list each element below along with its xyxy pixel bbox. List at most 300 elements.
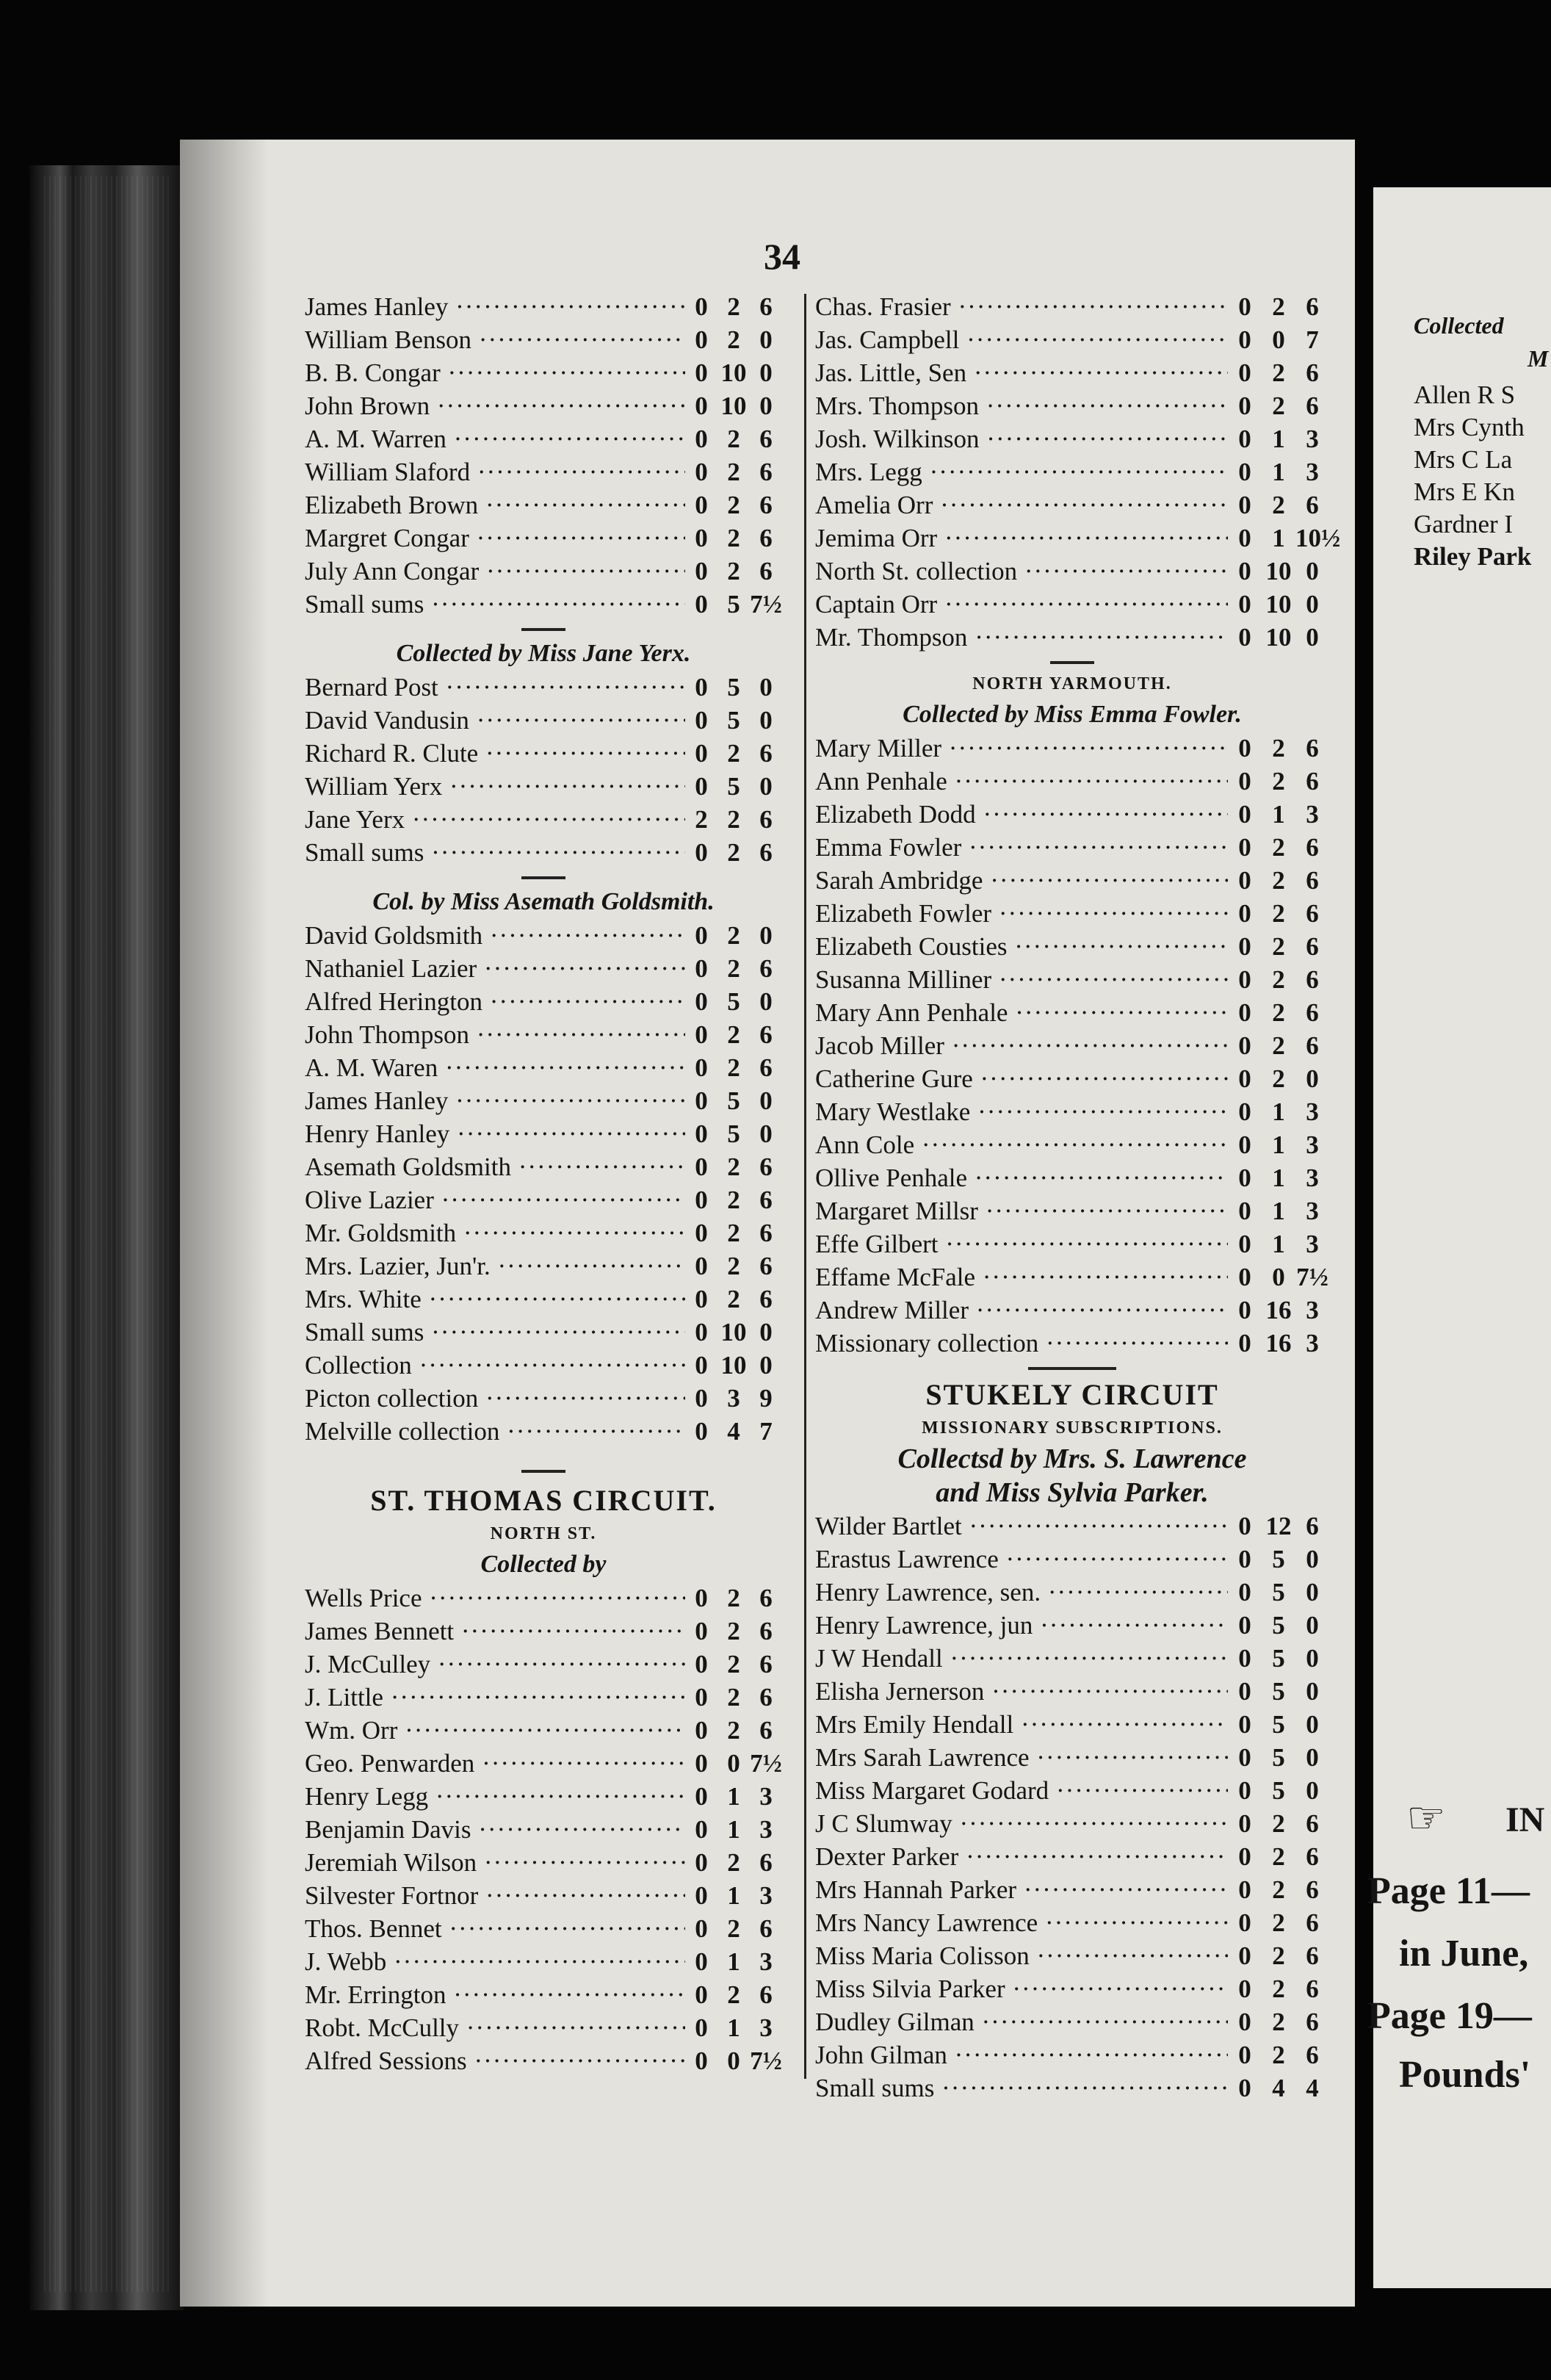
contributor-name: Mrs Emily Hendall ····· bbox=[815, 1708, 1228, 1741]
contributor-name: Erastus Lawrence ····· bbox=[815, 1543, 1228, 1576]
shillings-amount: 2 bbox=[727, 1153, 740, 1181]
contributor-name: Wilder Bartlet ····· bbox=[815, 1510, 1228, 1543]
pounds-amount: 0 bbox=[1238, 1512, 1251, 1540]
contributor-name: Elisha Jernerson ····· bbox=[815, 1675, 1228, 1708]
ledger-row bbox=[305, 1415, 782, 1448]
pounds-amount: 0 bbox=[1238, 932, 1251, 961]
shillings-amount: 2 bbox=[1272, 1908, 1285, 1937]
lawrence-heading-1: Collectsd by Mrs. S. Lawrence bbox=[897, 1443, 1247, 1474]
pence-amount: 6 bbox=[1306, 2041, 1319, 2069]
pence-amount: 0 bbox=[759, 706, 773, 735]
pence-amount: 6 bbox=[1306, 392, 1319, 420]
contributor-name: Mr. Goldsmith ····· bbox=[305, 1216, 685, 1250]
pounds-amount: 0 bbox=[1238, 1545, 1251, 1573]
ledger-row bbox=[815, 1840, 1329, 1873]
pence-amount: 4 bbox=[1306, 2074, 1319, 2102]
contributor-name: Mr. Thompson ····· bbox=[815, 621, 1228, 654]
contributor-name: Susanna Milliner ····· bbox=[815, 963, 1228, 996]
pounds-amount: 0 bbox=[695, 491, 708, 519]
contributor-name: Catherine Gure ····· bbox=[815, 1062, 1228, 1095]
pence-amount: 6 bbox=[1306, 2008, 1319, 2036]
pounds-amount: 0 bbox=[1238, 899, 1251, 928]
shillings-amount: 2 bbox=[727, 1617, 740, 1645]
pence-amount: 3 bbox=[1306, 800, 1319, 829]
shillings-amount: 10 bbox=[1265, 623, 1292, 652]
ledger-row bbox=[305, 1250, 782, 1283]
pounds-amount: 0 bbox=[1238, 767, 1251, 796]
pence-amount: 0 bbox=[1306, 557, 1319, 585]
pence-amount: 6 bbox=[1306, 866, 1319, 895]
contributor-name: Effe Gilbert ····· bbox=[815, 1227, 1228, 1261]
pence-amount: 0 bbox=[759, 921, 773, 950]
ledger-row bbox=[305, 671, 782, 704]
shillings-amount: 2 bbox=[1272, 1031, 1285, 1060]
ledger-row bbox=[815, 488, 1329, 522]
page-gutter-shadow bbox=[180, 140, 268, 2307]
shillings-amount: 4 bbox=[727, 1417, 740, 1446]
pence-amount: 6 bbox=[759, 292, 773, 321]
contributor-name: Mr. Errington ····· bbox=[305, 1978, 685, 2011]
pounds-amount: 0 bbox=[695, 954, 708, 983]
pounds-amount: 0 bbox=[1238, 1578, 1251, 1606]
pence-amount: 6 bbox=[759, 1617, 773, 1645]
pence-amount: 3 bbox=[759, 1782, 773, 1811]
contributor-name: William Slaford ····· bbox=[305, 455, 685, 488]
pounds-amount: 0 bbox=[1238, 1875, 1251, 1904]
shillings-amount: 2 bbox=[1272, 998, 1285, 1027]
shillings-amount: 12 bbox=[1265, 1512, 1292, 1540]
pence-amount: 6 bbox=[759, 1053, 773, 1082]
ledger-row bbox=[305, 770, 782, 803]
ledger-row bbox=[305, 422, 782, 455]
pence-amount: 6 bbox=[1306, 1031, 1319, 1060]
pence-amount: 0 bbox=[1306, 1064, 1319, 1093]
contributor-name: John Brown ····· bbox=[305, 389, 685, 422]
shillings-amount: 2 bbox=[727, 1716, 740, 1745]
contributor-name: Wm. Orr ····· bbox=[305, 1714, 685, 1747]
pence-amount: 6 bbox=[1306, 1842, 1319, 1871]
pounds-amount: 0 bbox=[695, 1716, 708, 1745]
contributor-name: Small sums ····· bbox=[305, 588, 685, 621]
shillings-amount: 5 bbox=[727, 590, 740, 619]
ledger-row bbox=[305, 1615, 782, 1648]
contributor-name: Mary Westlake ····· bbox=[815, 1095, 1228, 1128]
shillings-amount: 5 bbox=[727, 673, 740, 702]
pence-amount: 0 bbox=[1306, 1677, 1319, 1706]
pounds-amount: 0 bbox=[1238, 1263, 1251, 1291]
shillings-amount: 2 bbox=[727, 1053, 740, 1082]
pence-amount: 3 bbox=[1306, 1296, 1319, 1324]
contributor-name: Alfred Sessions ····· bbox=[305, 2044, 685, 2077]
contributor-name: Emma Fowler ····· bbox=[815, 831, 1228, 864]
shillings-amount: 10 bbox=[1265, 557, 1292, 585]
shillings-amount: 2 bbox=[727, 954, 740, 983]
pence-amount: 7½ bbox=[750, 1749, 782, 1778]
north-st-label: NORTH ST. bbox=[490, 1524, 597, 1543]
fowler-heading: Collected by Miss Emma Fowler. bbox=[903, 701, 1242, 728]
shillings-amount: 2 bbox=[1272, 1064, 1285, 1093]
ledger-row bbox=[815, 522, 1341, 555]
pence-amount: 3 bbox=[759, 2013, 773, 2042]
shillings-amount: 2 bbox=[1272, 965, 1285, 994]
pence-amount: 6 bbox=[759, 524, 773, 552]
pence-amount: 6 bbox=[1306, 1512, 1319, 1540]
pence-amount: 6 bbox=[1306, 932, 1319, 961]
shillings-amount: 2 bbox=[1272, 1842, 1285, 1871]
ledger-row bbox=[815, 1807, 1329, 1840]
contributor-name: B. B. Congar ····· bbox=[305, 356, 685, 389]
ledger-row bbox=[305, 2044, 782, 2077]
shillings-amount: 5 bbox=[727, 706, 740, 735]
shillings-amount: 2 bbox=[1272, 1975, 1285, 2003]
contributor-name: Silvester Fortnor ····· bbox=[305, 1879, 685, 1912]
shillings-amount: 2 bbox=[1272, 392, 1285, 420]
ledger-row bbox=[815, 732, 1329, 765]
pence-amount: 6 bbox=[1306, 965, 1319, 994]
contributor-name: Small sums ····· bbox=[305, 836, 685, 869]
pence-amount: 6 bbox=[759, 1650, 773, 1678]
pence-amount: 3 bbox=[1306, 1329, 1319, 1357]
pounds-amount: 0 bbox=[695, 1848, 708, 1877]
ledger-row bbox=[815, 1972, 1329, 2005]
pounds-amount: 0 bbox=[1238, 866, 1251, 895]
pence-amount: 0 bbox=[1306, 1710, 1319, 1739]
ledger-row bbox=[815, 1227, 1329, 1261]
ledger-row bbox=[305, 1316, 782, 1349]
contributor-name: Henry Legg ····· bbox=[305, 1780, 685, 1813]
pence-amount: 0 bbox=[1306, 590, 1319, 619]
contributor-name: Miss Silvia Parker ····· bbox=[815, 1972, 1228, 2005]
ledger-row bbox=[815, 588, 1329, 621]
contributor-name: Dexter Parker ····· bbox=[815, 1840, 1228, 1873]
pounds-amount: 0 bbox=[1238, 1941, 1251, 1970]
shillings-amount: 2 bbox=[727, 739, 740, 768]
contributor-name: James Hanley ····· bbox=[305, 1084, 685, 1117]
ledger-row bbox=[305, 1084, 782, 1117]
ledger-row bbox=[305, 1714, 782, 1747]
contributor-name: Miss Margaret Godard ····· bbox=[815, 1774, 1228, 1807]
pence-amount: 0 bbox=[1306, 1578, 1319, 1606]
pence-amount: 6 bbox=[759, 805, 773, 834]
ledger-row bbox=[815, 2005, 1329, 2038]
shillings-amount: 5 bbox=[727, 772, 740, 801]
contributor-name: Benjamin Davis ····· bbox=[305, 1813, 685, 1846]
ledger-row bbox=[305, 323, 782, 356]
ledger-row bbox=[305, 952, 782, 985]
column-divider bbox=[804, 294, 806, 2079]
shillings-amount: 2 bbox=[1272, 932, 1285, 961]
ledger-row bbox=[815, 1029, 1329, 1062]
contributor-name: John Gilman ····· bbox=[815, 2038, 1228, 2071]
ledger-row bbox=[815, 356, 1329, 389]
pounds-amount: 0 bbox=[695, 1815, 708, 1844]
ledger-row bbox=[815, 1128, 1329, 1161]
fowler-list bbox=[815, 732, 1329, 1360]
contributor-name: James Bennett ····· bbox=[305, 1615, 685, 1648]
pounds-amount: 0 bbox=[1238, 1743, 1251, 1772]
contributor-name: Ann Penhale ····· bbox=[815, 765, 1228, 798]
shillings-amount: 1 bbox=[1272, 1097, 1285, 1126]
pounds-amount: 0 bbox=[695, 1086, 708, 1115]
shillings-amount: 5 bbox=[727, 1086, 740, 1115]
shillings-amount: 1 bbox=[1272, 425, 1285, 453]
contributor-name: David Goldsmith ····· bbox=[305, 919, 685, 952]
ledger-row bbox=[815, 1642, 1329, 1675]
pence-amount: 9 bbox=[759, 1384, 773, 1413]
ledger-row bbox=[305, 803, 782, 836]
pounds-amount: 0 bbox=[695, 590, 708, 619]
ledger-row bbox=[815, 1774, 1329, 1807]
shillings-amount: 2 bbox=[727, 1914, 740, 1943]
facing-page-line: Mrs C La bbox=[1414, 445, 1513, 474]
ledger-row bbox=[815, 1261, 1329, 1294]
shillings-amount: 2 bbox=[727, 1020, 740, 1049]
pence-amount: 7½ bbox=[750, 590, 782, 619]
ledger-row bbox=[305, 1747, 782, 1780]
shillings-amount: 5 bbox=[1272, 1611, 1285, 1640]
shillings-amount: 1 bbox=[1272, 1197, 1285, 1225]
shillings-amount: 2 bbox=[727, 491, 740, 519]
pounds-amount: 0 bbox=[1238, 1197, 1251, 1225]
pounds-amount: 0 bbox=[1238, 1296, 1251, 1324]
contributor-name: Nathaniel Lazier ····· bbox=[305, 952, 685, 985]
ledger-row bbox=[305, 1978, 782, 2011]
pounds-amount: 0 bbox=[695, 1417, 708, 1446]
contributor-name: Jas. Little, Sen ····· bbox=[815, 356, 1228, 389]
shillings-amount: 2 bbox=[727, 557, 740, 585]
pounds-amount: 0 bbox=[1238, 325, 1251, 354]
contributor-name: Asemath Goldsmith ····· bbox=[305, 1150, 685, 1183]
ledger-row bbox=[305, 919, 782, 952]
pence-amount: 6 bbox=[759, 1716, 773, 1745]
ledger-row bbox=[305, 1681, 782, 1714]
ledger-row bbox=[305, 704, 782, 737]
shillings-amount: 5 bbox=[1272, 1578, 1285, 1606]
contributor-name: William Benson ····· bbox=[305, 323, 685, 356]
pounds-amount: 0 bbox=[695, 557, 708, 585]
pounds-amount: 0 bbox=[1238, 392, 1251, 420]
pounds-amount: 0 bbox=[1238, 998, 1251, 1027]
pence-amount: 0 bbox=[759, 1086, 773, 1115]
shillings-amount: 0 bbox=[727, 2047, 740, 2075]
shillings-amount: 2 bbox=[727, 1584, 740, 1612]
pounds-amount: 0 bbox=[695, 2047, 708, 2075]
pence-amount: 7½ bbox=[750, 2047, 782, 2075]
pence-amount: 3 bbox=[1306, 1130, 1319, 1159]
shillings-amount: 10 bbox=[720, 1351, 747, 1380]
section-rule bbox=[1050, 661, 1094, 664]
pence-amount: 6 bbox=[1306, 1809, 1319, 1838]
contributor-name: J. Webb ····· bbox=[305, 1945, 685, 1978]
shillings-amount: 1 bbox=[727, 1815, 740, 1844]
ledger-row bbox=[815, 1194, 1329, 1227]
shillings-amount: 1 bbox=[1272, 458, 1285, 486]
pence-amount: 6 bbox=[759, 1980, 773, 2009]
contributor-name: Elizabeth Fowler ····· bbox=[815, 897, 1228, 930]
pounds-amount: 0 bbox=[1238, 1097, 1251, 1126]
contributor-name: Wells Price ····· bbox=[305, 1582, 685, 1615]
pence-amount: 0 bbox=[1306, 1644, 1319, 1673]
section-rule bbox=[521, 628, 565, 631]
hanley-list bbox=[305, 290, 782, 621]
pounds-amount: 0 bbox=[1238, 1230, 1251, 1258]
pence-amount: 0 bbox=[759, 1351, 773, 1380]
contributor-name: Josh. Wilkinson ····· bbox=[815, 422, 1228, 455]
pounds-amount: 0 bbox=[695, 921, 708, 950]
ledger-row bbox=[815, 1510, 1329, 1543]
pence-amount: 6 bbox=[759, 1848, 773, 1877]
shillings-amount: 5 bbox=[1272, 1710, 1285, 1739]
shillings-amount: 0 bbox=[1272, 1263, 1285, 1291]
pence-amount: 6 bbox=[1306, 734, 1319, 762]
shillings-amount: 2 bbox=[727, 1252, 740, 1280]
contributor-name: July Ann Congar ····· bbox=[305, 555, 685, 588]
shillings-amount: 1 bbox=[1272, 1230, 1285, 1258]
north-yarmouth-label: NORTH YARMOUTH. bbox=[972, 674, 1172, 693]
ledger-row bbox=[815, 1741, 1329, 1774]
pence-amount: 6 bbox=[1306, 833, 1319, 862]
shillings-amount: 2 bbox=[1272, 491, 1285, 519]
pounds-amount: 0 bbox=[695, 1980, 708, 2009]
pence-amount: 6 bbox=[759, 954, 773, 983]
pence-amount: 0 bbox=[1306, 1545, 1319, 1573]
shillings-amount: 2 bbox=[1272, 767, 1285, 796]
contributor-name: Mrs. Legg ····· bbox=[815, 455, 1228, 488]
pence-amount: 10½ bbox=[1295, 524, 1341, 552]
contributor-name: Melville collection ····· bbox=[305, 1415, 685, 1448]
pounds-amount: 0 bbox=[1238, 1809, 1251, 1838]
shillings-amount: 2 bbox=[727, 805, 740, 834]
ledger-row bbox=[305, 1117, 782, 1150]
facing-page-line: Riley Park bbox=[1414, 542, 1532, 571]
pounds-amount: 0 bbox=[695, 1617, 708, 1645]
shillings-amount: 2 bbox=[727, 425, 740, 453]
pounds-amount: 0 bbox=[695, 706, 708, 735]
contributor-name: North St. collection ····· bbox=[815, 555, 1228, 588]
right-column bbox=[815, 290, 1341, 2105]
ledger-row bbox=[305, 488, 782, 522]
contributor-name: Jeremiah Wilson ····· bbox=[305, 1846, 685, 1879]
pence-amount: 6 bbox=[759, 1252, 773, 1280]
ledger-row bbox=[815, 2071, 1329, 2105]
pounds-amount: 0 bbox=[695, 1186, 708, 1214]
pounds-amount: 0 bbox=[1238, 2074, 1251, 2102]
facing-page-line: Mrs Cynth bbox=[1414, 413, 1525, 441]
contributor-name: David Vandusin ····· bbox=[305, 704, 685, 737]
shillings-amount: 2 bbox=[1272, 2041, 1285, 2069]
contributor-name: Margaret Millsr ····· bbox=[815, 1194, 1228, 1227]
pence-amount: 6 bbox=[1306, 1875, 1319, 1904]
pounds-amount: 0 bbox=[1238, 965, 1251, 994]
pounds-amount: 0 bbox=[695, 1749, 708, 1778]
contributor-name: Captain Orr ····· bbox=[815, 588, 1228, 621]
ledger-row bbox=[305, 737, 782, 770]
shillings-amount: 16 bbox=[1265, 1296, 1292, 1324]
shillings-amount: 5 bbox=[727, 987, 740, 1016]
contributor-name: Thos. Bennet ····· bbox=[305, 1912, 685, 1945]
ledger-row bbox=[815, 1708, 1329, 1741]
contributor-name: Small sums ····· bbox=[815, 2071, 1228, 2105]
pounds-amount: 0 bbox=[1238, 1130, 1251, 1159]
ledger-row bbox=[305, 1648, 782, 1681]
yerx-heading: Collected by Miss Jane Yerx. bbox=[396, 640, 691, 667]
ledger-row bbox=[305, 1945, 782, 1978]
ledger-row bbox=[305, 1150, 782, 1183]
pounds-amount: 0 bbox=[695, 1020, 708, 1049]
pence-amount: 3 bbox=[759, 1947, 773, 1976]
ledger-row bbox=[305, 985, 782, 1018]
shillings-amount: 2 bbox=[727, 325, 740, 354]
contributor-name: Mrs Sarah Lawrence ····· bbox=[815, 1741, 1228, 1774]
ledger-row bbox=[305, 1912, 782, 1945]
pence-amount: 3 bbox=[1306, 1097, 1319, 1126]
pounds-amount: 0 bbox=[695, 1683, 708, 1712]
contributor-name: J C Slumway ····· bbox=[815, 1807, 1228, 1840]
ledger-row bbox=[815, 798, 1329, 831]
contributor-name: Sarah Ambridge ····· bbox=[815, 864, 1228, 897]
facing-page-heading: Collected bbox=[1414, 312, 1504, 339]
pence-amount: 6 bbox=[1306, 1941, 1319, 1970]
facing-note-5: Pounds' bbox=[1399, 2054, 1531, 2096]
pounds-amount: 0 bbox=[695, 739, 708, 768]
pence-amount: 6 bbox=[1306, 1975, 1319, 2003]
pounds-amount: 0 bbox=[1238, 1031, 1251, 1060]
contributor-name: Jane Yerx ····· bbox=[305, 803, 685, 836]
goldsmith-list bbox=[305, 919, 782, 1448]
facing-note-4: Page 19— bbox=[1367, 1995, 1532, 2037]
pounds-amount: 0 bbox=[1238, 458, 1251, 486]
ledger-row bbox=[815, 1294, 1329, 1327]
shillings-amount: 10 bbox=[720, 1318, 747, 1346]
contributor-name: Effame McFale ····· bbox=[815, 1261, 1228, 1294]
ledger-row bbox=[815, 323, 1329, 356]
shillings-amount: 16 bbox=[1265, 1329, 1292, 1357]
ledger-row bbox=[815, 1327, 1329, 1360]
contributor-name: Dudley Gilman ····· bbox=[815, 2005, 1228, 2038]
shillings-amount: 2 bbox=[1272, 358, 1285, 387]
pounds-amount: 0 bbox=[695, 524, 708, 552]
shillings-amount: 2 bbox=[1272, 833, 1285, 862]
contributor-name: Andrew Miller ····· bbox=[815, 1294, 1228, 1327]
lawrence-heading-2: and Miss Sylvia Parker. bbox=[936, 1477, 1209, 1508]
shillings-amount: 1 bbox=[727, 1947, 740, 1976]
ledger-row bbox=[815, 765, 1329, 798]
pence-amount: 0 bbox=[759, 772, 773, 801]
pence-amount: 3 bbox=[1306, 1197, 1319, 1225]
contributor-name: Geo. Penwarden ····· bbox=[305, 1747, 685, 1780]
section-rule bbox=[521, 876, 565, 879]
yerx-list bbox=[305, 671, 782, 869]
contributor-name: James Hanley ····· bbox=[305, 290, 685, 323]
contributor-name: Mrs Nancy Lawrence ····· bbox=[815, 1906, 1228, 1939]
pence-amount: 6 bbox=[759, 491, 773, 519]
pounds-amount: 0 bbox=[695, 1881, 708, 1910]
pointing-hand-icon: ☞ bbox=[1406, 1794, 1446, 1842]
ledger-row bbox=[815, 555, 1329, 588]
ledger-row bbox=[305, 389, 782, 422]
shillings-amount: 4 bbox=[1272, 2074, 1285, 2102]
ledger-row bbox=[305, 455, 782, 488]
contributor-name: John Thompson ····· bbox=[305, 1018, 685, 1051]
shillings-amount: 2 bbox=[727, 1219, 740, 1247]
pounds-amount: 0 bbox=[1238, 1776, 1251, 1805]
contributor-name: Jemima Orr ····· bbox=[815, 522, 1228, 555]
facing-page-heading-2: M bbox=[1528, 345, 1549, 372]
stukely-title: STUKELY CIRCUIT bbox=[925, 1378, 1219, 1411]
pence-amount: 3 bbox=[1306, 1164, 1319, 1192]
facing-note-2: Page 11— bbox=[1367, 1870, 1530, 1912]
pence-amount: 0 bbox=[1306, 1776, 1319, 1805]
